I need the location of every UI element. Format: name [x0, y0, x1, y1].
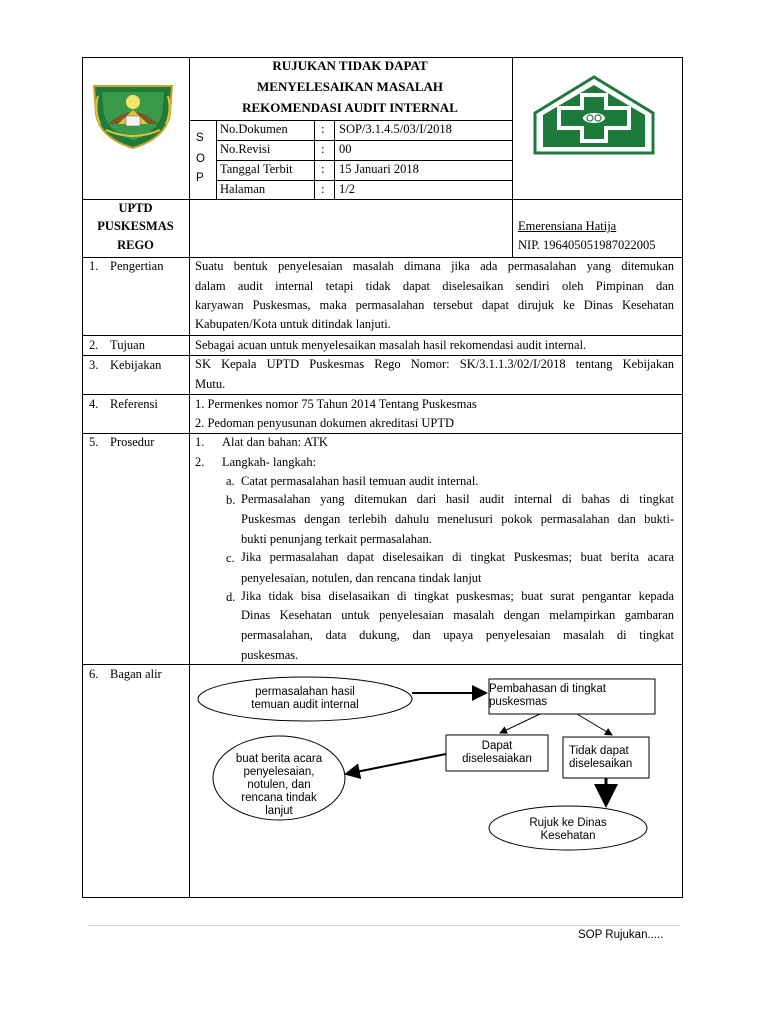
substep-line: Permasalahan yang ditemukan dari hasil audit internal di bahas di tingkat — [241, 492, 674, 506]
flow-arrow-pembahasan-to-tidak — [577, 714, 612, 735]
body-line: Kabupaten/Kota untuk ditindak lanjuti. — [195, 317, 391, 331]
substep-letter: b. — [226, 493, 236, 507]
flow-node-tidak-line: diselesaikan — [569, 758, 633, 770]
step-number: 1. — [195, 435, 205, 449]
substep-line: bukti penunjang terkait permasalahan. — [241, 532, 432, 546]
sop-letter-s: S — [196, 132, 204, 144]
step-number: 2. — [195, 455, 205, 469]
flow-node-start-line: temuan audit internal — [251, 699, 359, 711]
section-number: 4. — [89, 397, 99, 411]
document-title-line-3: REKOMENDASI AUDIT INTERNAL — [242, 100, 458, 115]
substep-line: Puskesmas dengan terlebih dahulu menelusuri pokok permasalahan dan bukti- — [241, 512, 674, 526]
flow-node-berita-line: notulen, dan — [247, 779, 311, 791]
section-label-prosedur: Prosedur — [110, 435, 155, 449]
section-body-tujuan: Sebagai acuan untuk menyelesaikan masalah hasil rekomendasi audit internal. — [195, 338, 587, 352]
substep-line: Catat permasalahan hasil temuan audit internal. — [241, 474, 479, 488]
doc-value-page: 1/2 — [339, 182, 355, 196]
substep-line: Jika tidak bisa diselasaikan di tingkat puskesmas; buat surat pengantar kepada — [241, 589, 674, 603]
substep-line: Dinas Kesehatan untuk penyelesaian masalah dengan melampirkan gambaran — [241, 608, 674, 622]
reference-item: 1. Permenkes nomor 75 Tahun 2014 Tentang Puskesmas — [195, 397, 477, 411]
doc-label-number: No.Dokumen — [220, 122, 288, 136]
flow-arrow-dapat-to-berita — [346, 754, 446, 774]
reference-item: 2. Pedoman penyusunan dokumen akreditasi UPTD — [195, 416, 454, 430]
section-number: 5. — [89, 435, 99, 449]
section-label-tujuan: Tujuan — [110, 338, 145, 352]
step-text: Alat dan bahan: ATK — [222, 435, 328, 449]
doc-label-date: Tanggal Terbit — [220, 162, 293, 176]
doc-value-revision: 00 — [339, 142, 352, 156]
body-line: Suatu bentuk penyelesaian masalah dimana jika ada permasalahan yang ditemukan — [195, 259, 674, 273]
section-label-pengertian: Pengertian — [110, 259, 164, 273]
flow-node-berita-line: rencana tindak — [241, 792, 317, 804]
flow-node-start — [220, 686, 390, 712]
body-line: karyawan Puskesmas, maka permasalahan tersebut dapat dirujuk ke Dinas Kesehatan — [195, 298, 674, 312]
substep-line: penyelesaian, notulen, dan rencana tindak lanjut — [241, 571, 482, 585]
substep-letter: a. — [226, 474, 235, 488]
flow-node-start-line: permasalahan hasil — [255, 686, 355, 698]
doc-sep: : — [321, 162, 325, 176]
section-number: 6. — [89, 667, 99, 681]
sop-letter-o: O — [196, 153, 205, 165]
doc-value-date: 15 Januari 2018 — [339, 162, 419, 176]
org-name-line-3: REGO — [117, 238, 154, 252]
body-line: Mutu. — [195, 377, 226, 391]
section-label-bagan-alir: Bagan alir — [110, 667, 162, 681]
substep-letter: d. — [226, 590, 236, 604]
flow-node-rujuk-line: Kesehatan — [540, 830, 596, 842]
section-number: 1. — [89, 259, 99, 273]
section-number: 3. — [89, 358, 99, 372]
flow-node-tidak-line: Tidak dapat — [569, 745, 629, 757]
footer-text: SOP Rujukan..... — [578, 929, 664, 941]
flow-node-rujuk — [489, 817, 647, 843]
body-line: dalam audit internal tetapi tidak dapat diselesaikan sendiri oleh Pimpinan dan — [195, 279, 674, 293]
flow-node-tidak — [563, 745, 655, 771]
flow-node-berita-line: lanjut — [265, 805, 293, 817]
section-label-referensi: Referensi — [110, 397, 158, 411]
doc-label-revision: No.Revisi — [220, 142, 271, 156]
document-title-line-1: RUJUKAN TIDAK DAPAT — [272, 58, 428, 73]
flow-node-dapat-line: diselesaiakan — [462, 753, 532, 765]
flow-node-berita — [229, 753, 329, 818]
section-number: 2. — [89, 338, 99, 352]
section-label-kebijakan: Kebijakan — [110, 358, 162, 372]
sop-letter-p: P — [196, 172, 204, 184]
substep-letter: c. — [226, 551, 235, 565]
step-text: Langkah- langkah: — [222, 455, 317, 469]
document-title-line-2: MENYELESAIKAN MASALAH — [257, 79, 443, 94]
org-name-line-2: PUSKESMAS — [97, 219, 174, 233]
doc-sep: : — [321, 142, 325, 156]
flow-node-pembahasan-line: puskesmas — [489, 696, 548, 708]
substep-line: puskesmas. — [241, 648, 299, 662]
signer-name: Emerensiana Hatija — [518, 219, 617, 233]
org-name-line-1: UPTD — [118, 201, 153, 215]
substep-line: permasalahan, data dukung, dan upaya penyelesaian masalah di tingkat — [241, 628, 674, 642]
doc-label-page: Halaman — [220, 182, 266, 196]
flow-arrow-pembahasan-to-dapat — [500, 714, 540, 733]
flow-node-pembahasan-line: Pembahasan di tingkat — [489, 683, 606, 695]
signer-nip: NIP. 196405051987022005 — [518, 238, 656, 252]
flow-node-rujuk-line: Rujuk ke Dinas — [529, 817, 607, 829]
flow-node-berita-line: penyelesaian, — [243, 766, 315, 778]
flow-node-dapat — [446, 740, 548, 766]
flow-node-berita-line: buat berita acara — [235, 753, 323, 765]
doc-value-number: SOP/3.1.4.5/03/I/2018 — [339, 122, 452, 136]
doc-sep: : — [321, 122, 325, 136]
substep-line: Jika permasalahan dapat diselesaikan di tingkat Puskesmas; buat berita acara — [241, 550, 674, 564]
body-line: SK Kepala UPTD Puskesmas Rego Nomor: SK/3.1.1.3/02/I/2018 tentang Kebijakan — [195, 357, 674, 371]
doc-sep: : — [321, 182, 325, 196]
flow-node-pembahasan — [489, 683, 655, 709]
flow-node-dapat-line: Dapat — [481, 740, 513, 752]
